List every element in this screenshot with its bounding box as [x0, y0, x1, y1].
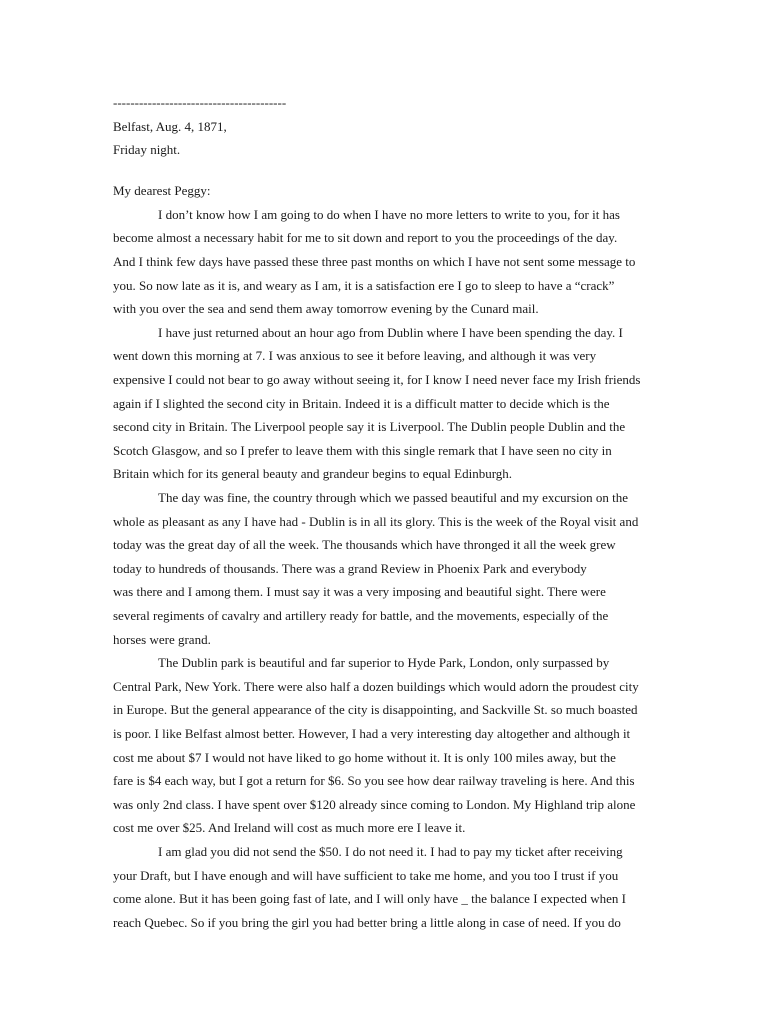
paragraph-line: expensive I could not bear to go away without seeing it, for I know I need never face my Irish friends — [113, 372, 641, 388]
paragraph-line: fare is $4 each way, but I got a return for $6. So you see how dear railway traveling is here. And this — [113, 773, 635, 789]
paragraph-line: I have just returned about an hour ago from Dublin where I have been spending the day. I — [158, 324, 623, 340]
paragraph-line: Britain which for its general beauty and grandeur begins to equal Edinburgh. — [113, 466, 513, 482]
letter-place-date: Belfast, Aug. 4, 1871, — [113, 118, 227, 134]
paragraph-line: again if I slighted the second city in Britain. Indeed it is a difficult matter to decide which is the — [113, 395, 610, 411]
salutation: My dearest Peggy: — [113, 183, 211, 199]
letter-day-time: Friday night. — [113, 142, 181, 158]
paragraph-line: today to hundreds of thousands. There was a grand Review in Phoenix Park and everybody — [113, 560, 587, 576]
paragraph-line: horses were grand. — [113, 631, 211, 647]
paragraph-line: in Europe. But the general appearance of the city is disappointing, and Sackville St. so much boasted — [113, 702, 638, 718]
paragraph-line: I don’t know how I am going to do when I have no more letters to write to you, for it has — [158, 206, 620, 222]
paragraph-line: whole as pleasant as any I have had - Dublin is in all its glory. This is the week of the Royal visit and — [113, 513, 639, 529]
paragraph-line: second city in Britain. The Liverpool people say it is Liverpool. The Dublin people Dublin and the — [113, 419, 626, 435]
separator-line: ---------------------------------------- — [113, 95, 287, 110]
paragraph-line: I am glad you did not send the $50. I do not need it. I had to pay my ticket after receiving — [158, 843, 623, 859]
paragraph-line: The day was fine, the country through which we passed beautiful and my excursion on the — [158, 490, 629, 505]
blank-space — [113, 162, 653, 180]
paragraph — [113, 840, 653, 934]
paragraph-line: you. So now late as it is, and weary as I am, it is a satisfaction ere I go to sleep to have a “crack” — [113, 277, 615, 293]
paragraph — [113, 321, 653, 486]
paragraph-line: The Dublin park is beautiful and far superior to Hyde Park, London, only surpassed by — [158, 655, 610, 671]
letter-page — [113, 91, 653, 934]
paragraph-line: today was the great day of all the week. The thousands which have thronged it all the week grew — [113, 537, 616, 553]
paragraph — [113, 486, 653, 651]
letter-body — [113, 203, 653, 934]
paragraph-line: come alone. But it has been going fast of late, and I will only have _ the balance I expected when I — [113, 891, 626, 907]
paragraph-line: was only 2nd class. I have spent over $120 already since coming to London. My Highland trip alone — [113, 796, 636, 812]
paragraph-line: become almost a necessary habit for me to sit down and report to you the proceedings of the day. — [113, 230, 618, 246]
paragraph-line: was there and I among them. I must say it was a very imposing and beautiful sight. There were — [113, 584, 606, 600]
paragraph-line: cost me over $25. And Ireland will cost as much more ere I leave it. — [113, 820, 466, 836]
paragraph — [113, 203, 653, 321]
paragraph — [113, 651, 653, 840]
paragraph-line: your Draft, but I have enough and will have sufficient to take me home, and you too I trust if you — [113, 867, 619, 883]
paragraph-line: went down this morning at 7. I was anxious to see it before leaving, and although it was very — [113, 348, 597, 364]
paragraph-line: cost me about $7 I would not have liked to go home without it. It is only 100 miles away, but the — [113, 749, 616, 765]
paragraph-line: And I think few days have passed these three past months on which I have not sent some message to — [113, 254, 636, 270]
paragraph-line: Central Park, New York. There were also half a dozen buildings which would adorn the proudest city — [113, 678, 639, 694]
paragraph-line: is poor. I like Belfast almost better. However, I had a very interesting day altogether and although it — [113, 725, 631, 741]
paragraph-line: reach Quebec. So if you bring the girl you had better bring a little along in case of need. If you do — [113, 914, 621, 930]
paragraph-line: Scotch Glasgow, and so I prefer to leave them with this single remark that I have seen no city in — [113, 442, 612, 458]
paragraph-line: several regiments of cavalry and artillery ready for battle, and the movements, especially of the — [113, 607, 609, 623]
paragraph-line: with you over the sea and send them away tomorrow evening by the Cunard mail. — [113, 301, 539, 317]
